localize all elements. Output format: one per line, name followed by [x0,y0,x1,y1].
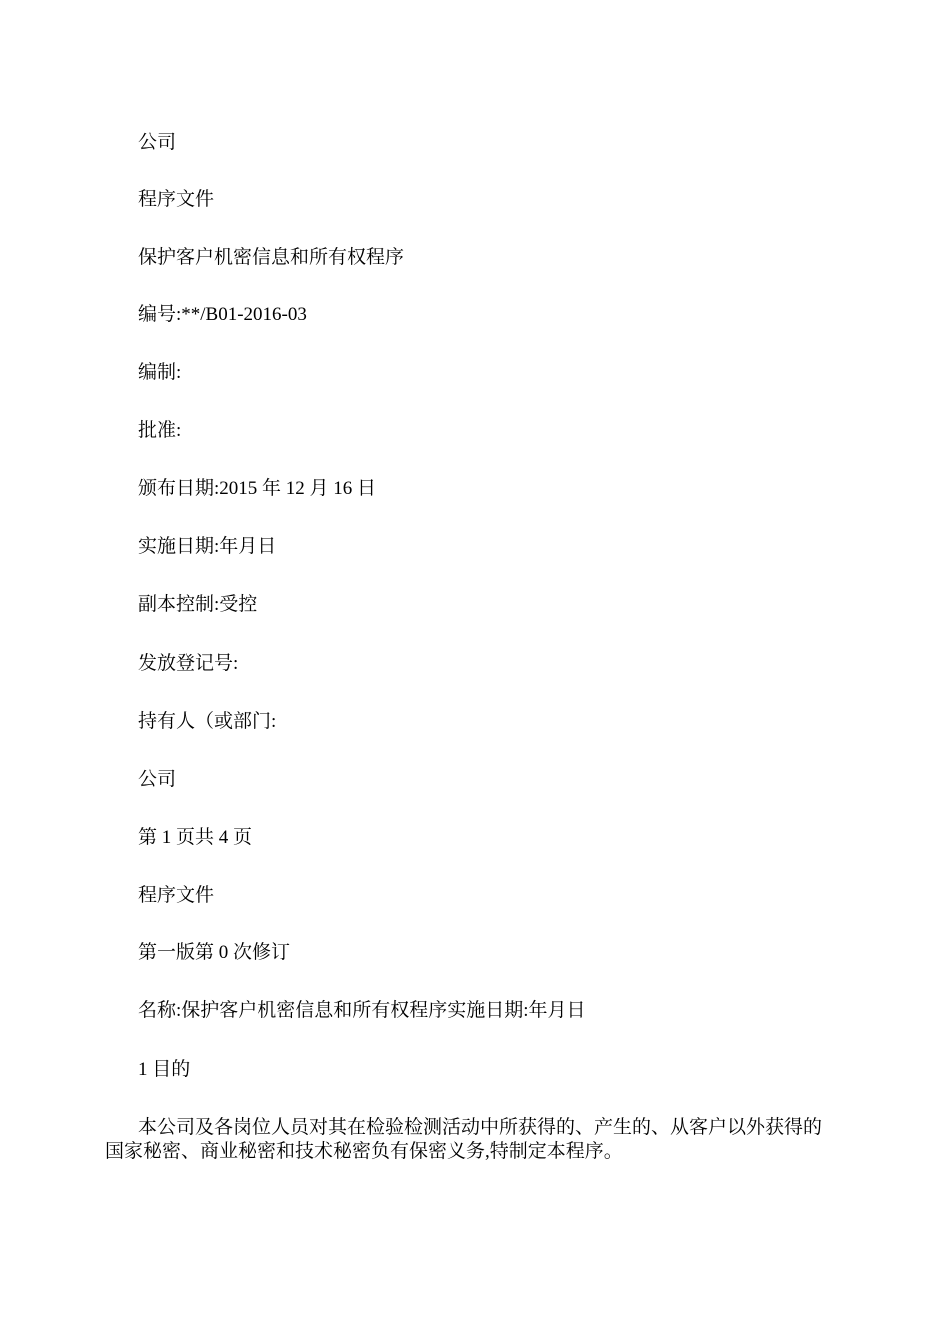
purpose-paragraph: 本公司及各岗位人员对其在检验检测活动中所获得的、产生的、从客户以外获得的国家秘密、商业秘密和技术秘密负有保密义务,特制定本程序。 [105,1117,823,1162]
holder: 持有人（或部门: [138,711,277,732]
effective-date: 实施日期:年月日 [138,536,277,557]
revision: 第一版第 0 次修订 [138,942,291,963]
page-number: 第 1 页共 4 页 [138,827,253,848]
document-type-2: 程序文件 [138,885,215,906]
copy-control: 副本控制:受控 [138,594,258,615]
issue-date: 颁布日期:2015 年 12 月 16 日 [138,478,377,499]
distribution-number: 发放登记号: [138,653,239,674]
document-name-line: 名称:保护客户机密信息和所有权程序实施日期:年月日 [138,1000,586,1021]
section-heading-purpose: 1 目的 [138,1059,191,1080]
company-name: 公司 [138,132,177,153]
prepared-by: 编制: [138,362,182,383]
document-title: 保护客户机密信息和所有权程序 [138,247,405,268]
company-name-2: 公司 [138,769,177,790]
document-type: 程序文件 [138,189,215,210]
document-number: 编号:**/B01-2016-03 [138,304,307,325]
approved-by: 批准: [138,420,182,441]
